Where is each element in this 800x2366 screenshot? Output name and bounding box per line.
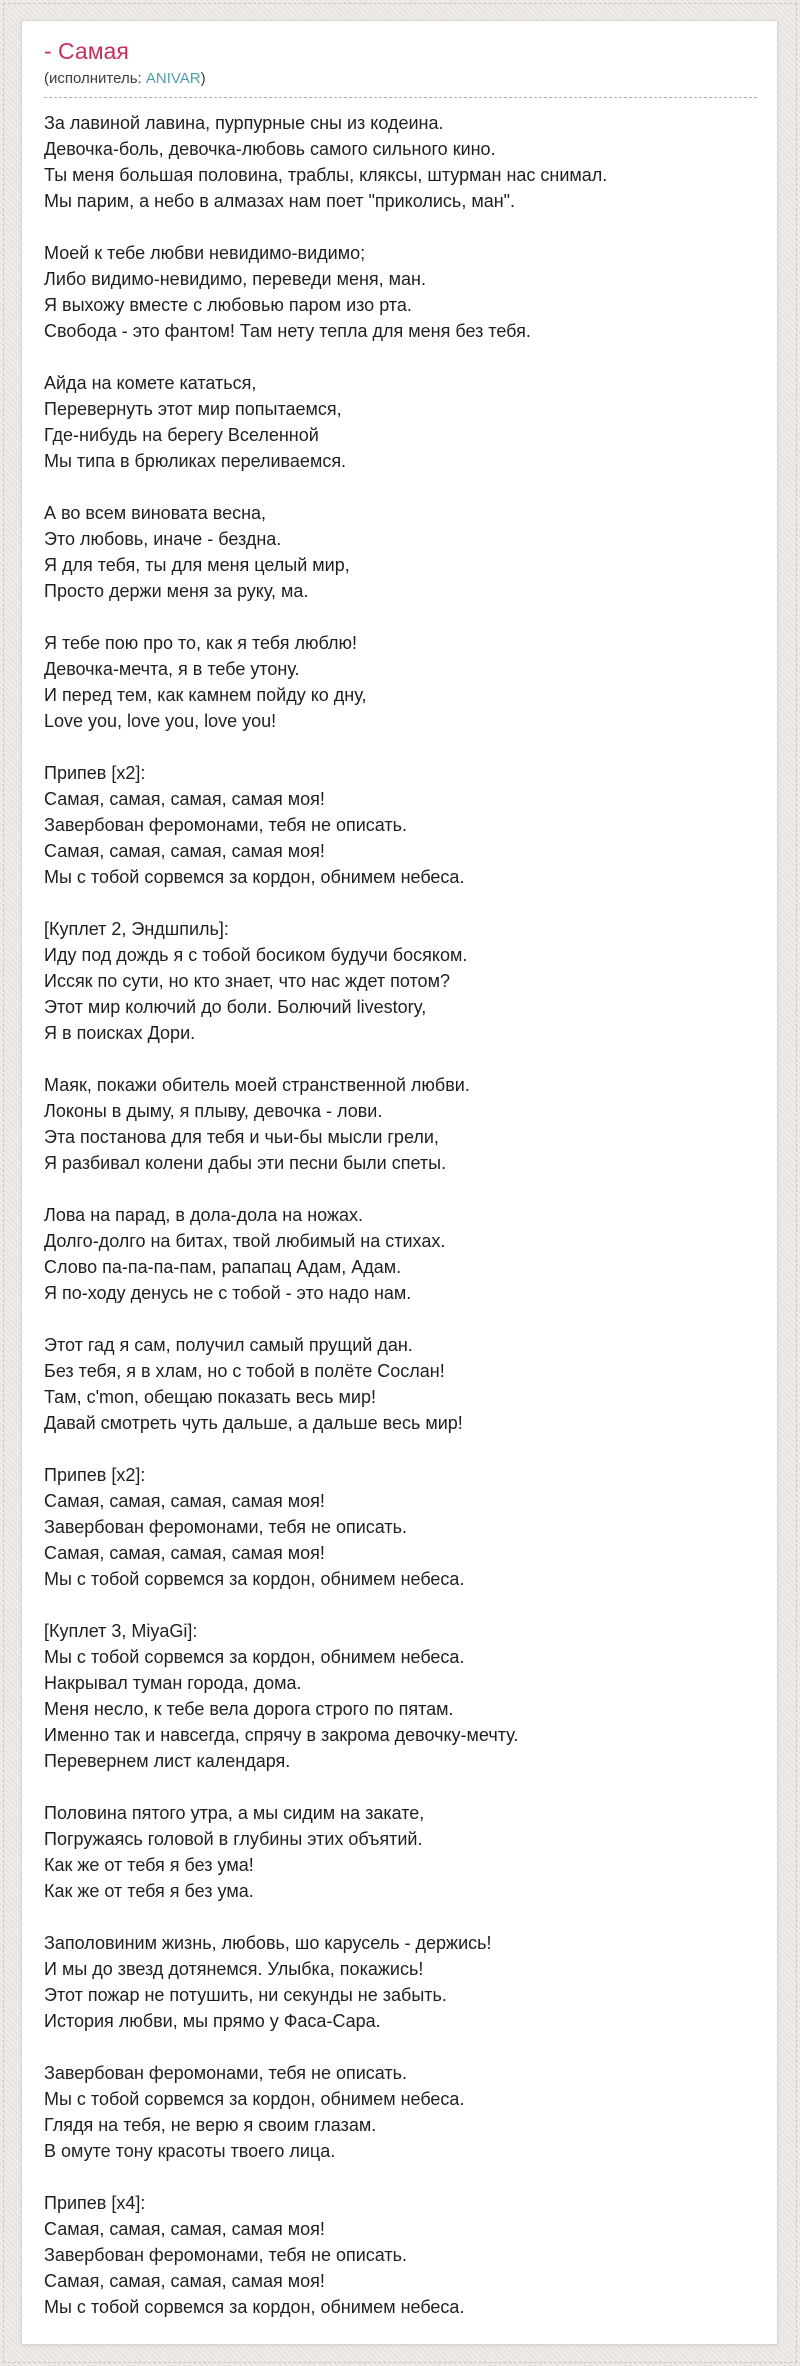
song-header bbox=[44, 37, 757, 98]
lyrics-line: Завербован феромонами, тебя не описать. bbox=[44, 815, 408, 835]
lyrics-line: Завербован феромонами, тебя не описать. bbox=[44, 2063, 408, 2083]
lyrics-line: Припев [x2]: bbox=[44, 763, 146, 783]
stanza bbox=[44, 240, 757, 344]
stanza bbox=[44, 1072, 757, 1176]
lyrics-line: Я тебе пою про то, как я тебя люблю! bbox=[44, 633, 357, 653]
lyrics-line: В омуте тону красоты твоего лица. bbox=[44, 2141, 336, 2161]
lyrics-line: Самая, самая, самая, самая моя! bbox=[44, 1543, 325, 1563]
lyrics-line: Свобода - это фантом! Там нету тепла для меня без тебя. bbox=[44, 321, 531, 341]
lyrics-line: Мы с тобой сорвемся за кордон, обнимем небеса. bbox=[44, 867, 465, 887]
lyrics-line: Мы с тобой сорвемся за кордон, обнимем небеса. bbox=[44, 2297, 465, 2317]
lyrics-card bbox=[21, 20, 778, 2345]
lyrics-line: Половина пятого утра, а мы сидим на закате, bbox=[44, 1803, 425, 1823]
lyrics-line: Мы с тобой сорвемся за кордон, обнимем небеса. bbox=[44, 1569, 465, 1589]
stanza bbox=[44, 110, 757, 214]
stanza bbox=[44, 1930, 757, 2034]
lyrics-line: Погружаясь головой в глубины этих объятий. bbox=[44, 1829, 423, 1849]
lyrics-line: Припев [x2]: bbox=[44, 1465, 146, 1485]
lyrics-line: Этот мир колючий до боли. Болючий livestory, bbox=[44, 997, 427, 1017]
stanza bbox=[44, 760, 757, 890]
lyrics-line: Я по-ходу денусь не с тобой - это надо нам. bbox=[44, 1283, 412, 1303]
lyrics-line: Эта постанова для тебя и чьи-бы мысли грели, bbox=[44, 1127, 439, 1147]
lyrics-line: Долго-долго на битах, твой любимый на стихах. bbox=[44, 1231, 446, 1251]
lyrics-line: Самая, самая, самая, самая моя! bbox=[44, 2271, 325, 2291]
lyrics-line: Самая, самая, самая, самая моя! bbox=[44, 789, 325, 809]
lyrics-line: Накрывал туман города, дома. bbox=[44, 1673, 302, 1693]
lyrics-line: [Куплет 2, Эндшпиль]: bbox=[44, 919, 229, 939]
lyrics-line: Девочка-боль, девочка-любовь самого сильного кино. bbox=[44, 139, 496, 159]
lyrics-line: Я для тебя, ты для меня целый мир, bbox=[44, 555, 350, 575]
lyrics-line: Перевернуть этот мир попытаемся, bbox=[44, 399, 342, 419]
lyrics-line: Как же от тебя я без ума. bbox=[44, 1881, 254, 1901]
lyrics-line: Мы типа в брюликах переливаемся. bbox=[44, 451, 347, 471]
stanza bbox=[44, 1800, 757, 1904]
lyrics-line: Я разбивал колени дабы эти песни были спеты. bbox=[44, 1153, 447, 1173]
lyrics-line: Там, c'mon, обещаю показать весь мир! bbox=[44, 1387, 376, 1407]
stanza bbox=[44, 1462, 757, 1592]
stanza bbox=[44, 630, 757, 734]
stanza bbox=[44, 1202, 757, 1306]
lyrics-line: Мы с тобой сорвемся за кордон, обнимем небеса. bbox=[44, 1647, 465, 1667]
lyrics-line: Перевернем лист календаря. bbox=[44, 1751, 291, 1771]
stanza bbox=[44, 2060, 757, 2164]
lyrics-line: И мы до звезд дотянемся. Улыбка, покажись! bbox=[44, 1959, 424, 1979]
lyrics-line: Завербован феромонами, тебя не описать. bbox=[44, 1517, 408, 1537]
lyrics-line: Самая, самая, самая, самая моя! bbox=[44, 2219, 325, 2239]
lyrics-line: Где-нибудь на берегу Вселенной bbox=[44, 425, 319, 445]
artist-label-suffix: ) bbox=[200, 70, 206, 87]
stanza bbox=[44, 2190, 757, 2320]
lyrics-line: Ты меня большая половина, траблы, кляксы, штурман нас снимал. bbox=[44, 165, 608, 185]
lyrics-line: Этот пожар не потушить, ни секунды не забыть. bbox=[44, 1985, 447, 2005]
lyrics-line: Я в поисках Дори. bbox=[44, 1023, 196, 1043]
artist-link[interactable]: ANIVAR bbox=[145, 70, 201, 87]
lyrics-line: Моей к тебе любви невидимо-видимо; bbox=[44, 243, 366, 263]
lyrics-line: Мы парим, а небо в алмазах нам поет "приколись, ман". bbox=[44, 191, 516, 211]
lyrics-line: А во всем виновата весна, bbox=[44, 503, 267, 523]
lyrics-line: Лова на парад, в дола-дола на ножах. bbox=[44, 1205, 364, 1225]
lyrics-line: Я выхожу вместе с любовью паром изо рта. bbox=[44, 295, 412, 315]
lyrics-line: За лавиной лавина, пурпурные сны из кодеина. bbox=[44, 113, 444, 133]
lyrics-line: Заполовиним жизнь, любовь, шо карусель - держись! bbox=[44, 1933, 492, 1953]
artist-line bbox=[44, 69, 757, 89]
artist-label-prefix: (исполнитель: bbox=[44, 70, 146, 87]
lyrics-line: Слово па-па-па-пам, рапапац Адам, Адам. bbox=[44, 1257, 402, 1277]
lyrics-line: Меня несло, к тебе вела дорога строго по пятам. bbox=[44, 1699, 454, 1719]
stanza bbox=[44, 1618, 757, 1774]
lyrics-line: Это любовь, иначе - бездна. bbox=[44, 529, 282, 549]
lyrics-line: Просто держи меня за руку, ма. bbox=[44, 581, 309, 601]
lyrics-line: Глядя на тебя, не верю я своим глазам. bbox=[44, 2115, 377, 2135]
lyrics-line: Самая, самая, самая, самая моя! bbox=[44, 1491, 325, 1511]
lyrics-line: Love you, love you, love you! bbox=[44, 711, 277, 731]
stanza bbox=[44, 1332, 757, 1436]
lyrics-line: Без тебя, я в хлам, но с тобой в полёте Сослан! bbox=[44, 1361, 445, 1381]
lyrics-line: Самая, самая, самая, самая моя! bbox=[44, 841, 325, 861]
lyrics-line: Давай смотреть чуть дальше, а дальше весь мир! bbox=[44, 1413, 463, 1433]
lyrics-line: Девочка-мечта, я в тебе утону. bbox=[44, 659, 300, 679]
lyrics-line: Именно так и навсегда, спрячу в закрома девочку-мечту. bbox=[44, 1725, 519, 1745]
lyrics-line: Либо видимо-невидимо, переведи меня, ман. bbox=[44, 269, 426, 289]
lyrics bbox=[44, 110, 757, 2320]
lyrics-line: Этот гад я сам, получил самый прущий дан. bbox=[44, 1335, 413, 1355]
lyrics-line: Завербован феромонами, тебя не описать. bbox=[44, 2245, 408, 2265]
lyrics-line: Мы с тобой сорвемся за кордон, обнимем небеса. bbox=[44, 2089, 465, 2109]
lyrics-line: Локоны в дыму, я плыву, девочка - лови. bbox=[44, 1101, 383, 1121]
lyrics-line: Иссяк по сути, но кто знает, что нас ждет потом? bbox=[44, 971, 450, 991]
lyrics-line: Маяк, покажи обитель моей странственной любви. bbox=[44, 1075, 470, 1095]
lyrics-line: И перед тем, как камнем пойду ко дну, bbox=[44, 685, 367, 705]
stanza bbox=[44, 370, 757, 474]
lyrics-line: Айда на комете кататься, bbox=[44, 373, 257, 393]
song-title: - Самая bbox=[44, 38, 129, 64]
lyrics-line: [Куплет 3, MiyaGi]: bbox=[44, 1621, 198, 1641]
lyrics-line: История любви, мы прямо у Фаса-Сара. bbox=[44, 2011, 381, 2031]
lyrics-line: Припев [x4]: bbox=[44, 2193, 146, 2213]
stanza bbox=[44, 916, 757, 1046]
stanza bbox=[44, 500, 757, 604]
lyrics-line: Как же от тебя я без ума! bbox=[44, 1855, 254, 1875]
lyrics-line: Иду под дождь я с тобой босиком будучи босяком. bbox=[44, 945, 468, 965]
